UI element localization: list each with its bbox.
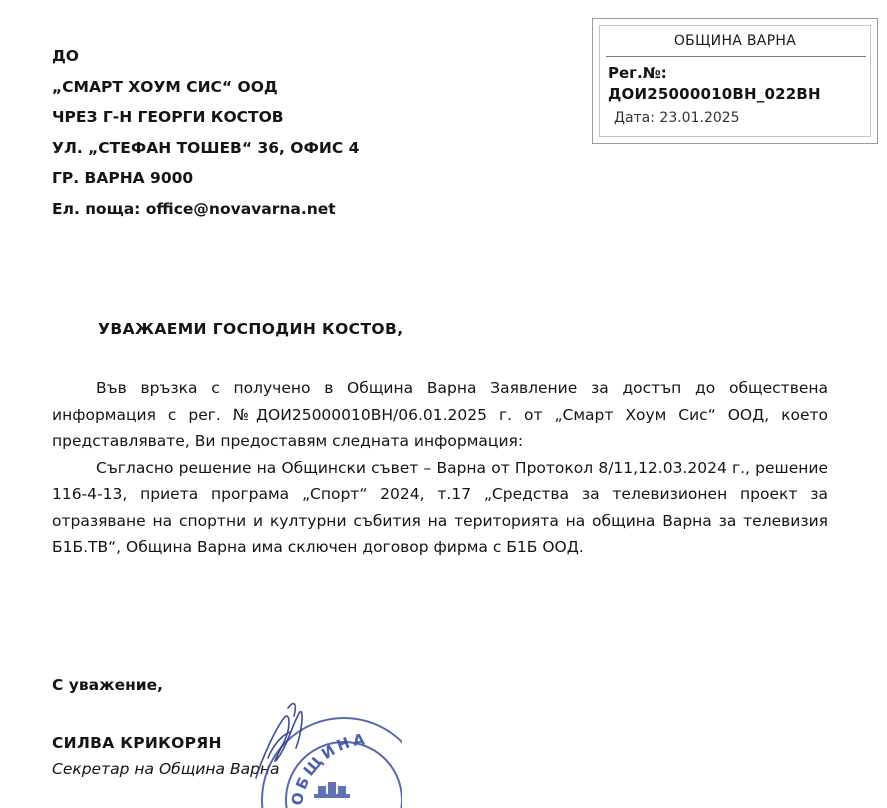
letter-body [52, 375, 828, 561]
recipient-street: УЛ. „СТЕФАН ТОШЕВ“ 36, ОФИС 4 [52, 138, 360, 157]
body-paragraph: Във връзка с получено в Община Варна Заявление за достъп до обществена информация с рег. №ДОИ25000010ВН/06.01.2025 г. от „Смарт Хоум Сис“ ООД, което представлявате, Ви предоставям следната информация: [52, 379, 828, 450]
stamp-emblem [314, 782, 350, 798]
recipient-email: Ел. поща: office@novavarna.net [52, 199, 336, 218]
closing-phrase: С уважение, [52, 676, 164, 694]
recipient-company: „СМАРТ ХОУМ СИС“ ООД [52, 77, 278, 96]
registration-label: Рег.№: [608, 64, 667, 82]
body-paragraph: Съгласно решение на Общински съвет – Варна от Протокол 8/11,12.03.2024 г., решение 116-4-13, приета програма „Спорт“ 2024, т.17 „Средства за телевизионен проект за отразяване на спортни и културни събития на територията на община Варна за телевизия Б1Б.ТВ“, Община Варна има сключен договор фирма с Б1Б ООД. [52, 458, 828, 556]
signer-name: СИЛВА КРИКОРЯН [52, 734, 222, 752]
salutation: УВАЖАЕМИ ГОСПОДИН КОСТОВ, [98, 320, 404, 338]
registration-number: ДОИ25000010ВН_022ВН [608, 85, 821, 103]
registration-inner-frame [599, 25, 871, 137]
official-stamp-and-signature [232, 688, 402, 808]
recipient-address [52, 45, 359, 228]
recipient-to: ДО [52, 47, 79, 65]
registration-divider [606, 56, 866, 57]
recipient-attention: ЧРЕЗ Г-Н ГЕОРГИ КОСТОВ [52, 108, 284, 126]
registration-date: Дата: 23.01.2025 [614, 110, 740, 126]
signer-position: Секретар на Община Варна [52, 760, 280, 778]
recipient-city: ГР. ВАРНА 9000 [52, 169, 194, 187]
stamp-seal [262, 718, 402, 808]
stamp-text [288, 730, 369, 807]
stamp-text-path: ОБЩИНА [287, 729, 369, 807]
registration-box [592, 18, 878, 144]
registration-header: ОБЩИНА ВАРНА [673, 33, 797, 49]
